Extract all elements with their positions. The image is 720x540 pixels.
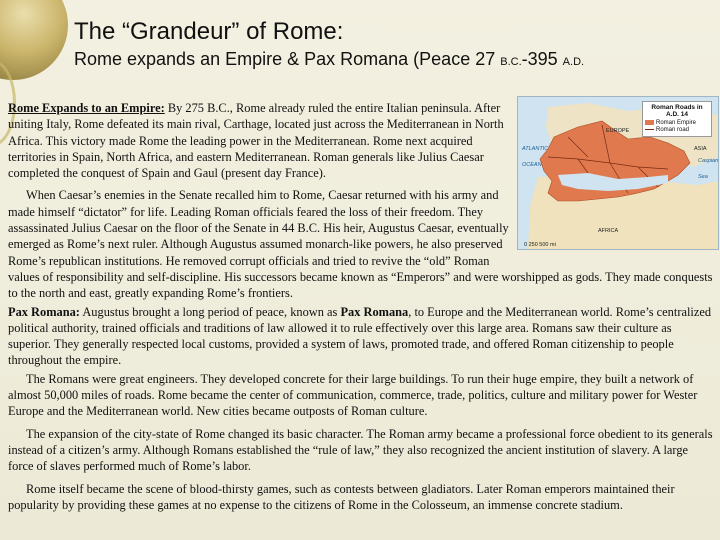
legend-road-label: Roman road (656, 127, 690, 134)
lead-rome-expands: Rome Expands to an Empire: (8, 101, 165, 115)
legend-road-item (645, 127, 709, 134)
text-pax-romana-bold: Pax Romana (340, 304, 409, 319)
roman-roads-map (517, 96, 719, 250)
paragraph-caesar: When Caesar’s enemies in the Senate recalled him to Rome, Caesar returned with his army and made himself “dictator” for life. Leading Roman officials feared the loss of their freedom. They assassinated Julius Caesar on the floor of the Senate in 44 B.C. His heir, Augustus Caesar, eventually emerged as Rome’s next ruler. Although Augustus assumed monarch-like powers, he also preserved Rome’s republican institutions. He removed corrupt officials and tried to revive the “old” Roman values of responsibility and self-discipline. His successors became known as “Emperors” and were worshipped as gods. They made conquests to the north and east, greatly expanding Rome’s frontiers. (8, 188, 713, 301)
map-label-atlantic: ATLANTIC OCEAN (522, 146, 549, 169)
legend-title: Roman Roads in A.D. 14 (651, 104, 703, 118)
paragraph-games: Rome itself became the scene of blood-thirsty games, such as contests between gladiators. Later Roman emperors maintained their popularity by providing these games at no expense to the citizens of Rome in the Colosseum, an immense concrete stadium. (8, 481, 675, 512)
paragraph-engineers: The Romans were great engineers. They developed concrete for their large buildings. To run their huge empire, they built a network of almost 50,000 miles of roads. Rome became the center of communication, commerce, trade, politics, culture and military power for Wester Europe and the Mediterranean world. New cities became outposts of Roman culture. (8, 371, 698, 419)
legend-empire-item (645, 120, 709, 127)
title-line-2 (74, 48, 584, 73)
map-label-asia: ASIA (694, 146, 707, 152)
title-line-2-main: Rome expands an Empire & Pax Romana (Peace 27 (74, 49, 501, 69)
body-text (8, 100, 719, 519)
text-pax-romana-pre: Augustus brought a long period of peace, known as (79, 304, 341, 319)
map-label-europe: EUROPE (606, 128, 630, 134)
map-scale: 0 250 500 mi (524, 242, 556, 248)
legend-empire-label: Roman Empire (656, 120, 697, 127)
map-label-africa: AFRICA (598, 228, 619, 234)
title-ad: A.D. (562, 56, 585, 68)
text-rome-expands: By 275 B.C., Rome already ruled the entire Italian peninsula. After uniting Italy, Rome defeated its main rival, Carthage, located just across the Mediterranean in North Africa. This victory made Rome the leading power in the Mediterranean. Rome next acquired territories in Spain, North Africa, and eastern Mediterranean. Roman generals like Julius Caesar completed the conquest of Spain and Gaul (present day France). (8, 101, 504, 181)
map-label-caspian: Caspian Sea (698, 158, 719, 181)
road-swatch (645, 129, 654, 130)
globe-decoration (0, 0, 68, 80)
paragraph-pax-romana (8, 304, 713, 369)
lead-pax-romana: Pax Romana: (8, 304, 80, 319)
title-line-2-mid: -395 (521, 49, 563, 69)
title-line-1: The “Grandeur” of Rome: (74, 18, 344, 45)
page-title (74, 18, 584, 73)
map-legend (642, 101, 712, 137)
paragraph-expansion: The expansion of the city-state of Rome changed its basic character. The Roman army became a professional force obedient to its generals instead of a citizen’s army. Although Romans established the “rule of law,” they also recognized the ancient institution of slavery. A large force of slaves performed much of Rome’s labor. (8, 426, 713, 474)
empire-swatch (645, 120, 654, 125)
text-pax-romana-post: , to Europe and the Mediterranean world. Rome’s centralized political authority, trained officials and traditions of law allowed it to rule effectively over this large area. Romans saw their culture as superior. They generally respected local customs, provided a system of laws, promoted trade, and offered Roman citizenship to people throughout the empire. (8, 304, 712, 368)
title-bc: B.C. (500, 56, 522, 68)
